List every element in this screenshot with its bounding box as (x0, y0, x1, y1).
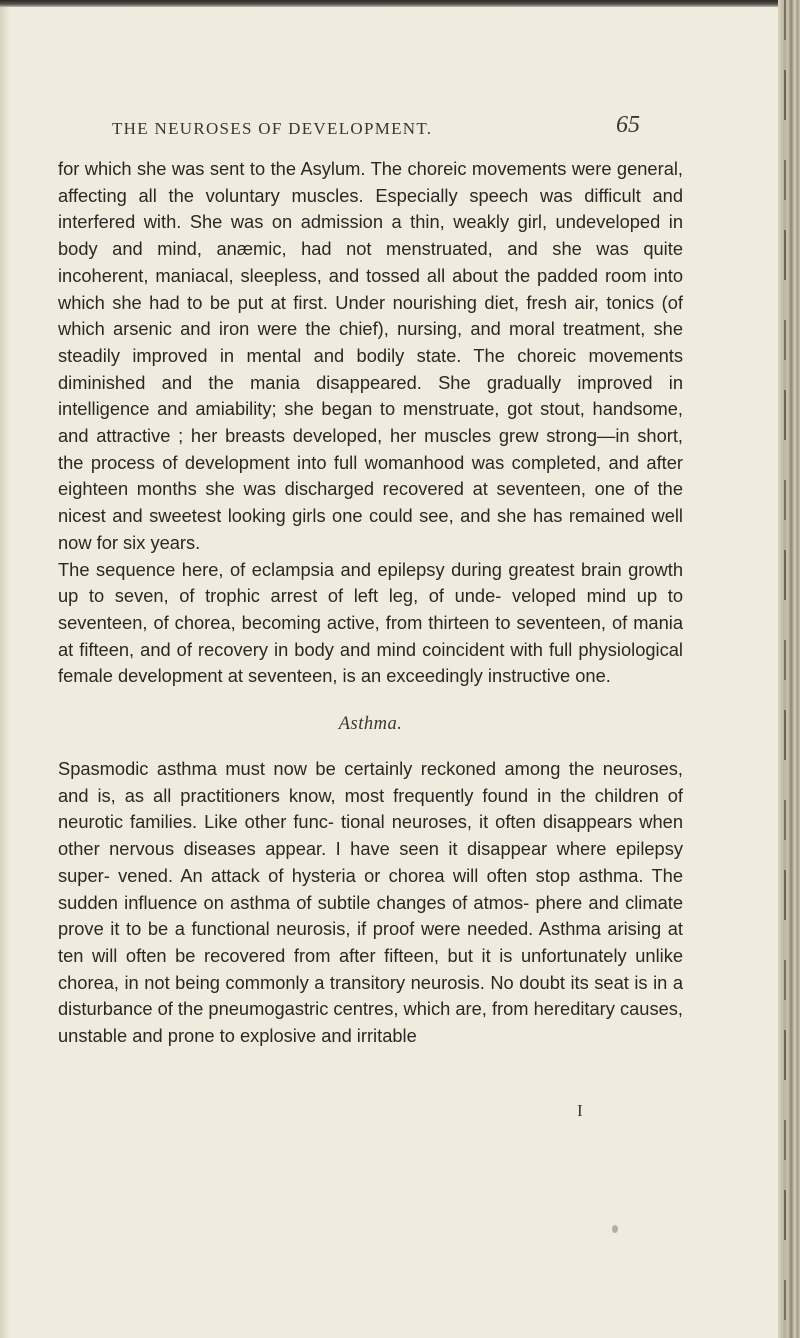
top-edge-rule (0, 0, 790, 7)
page-number: 65 (616, 112, 640, 138)
signature-mark: I (577, 1101, 583, 1120)
ink-spot (612, 1225, 618, 1233)
body-text (58, 156, 683, 1050)
paragraph-asthma: Spasmodic asthma must now be certainly reckoned among the neuroses, and is, as all practitioners know, most frequently found in the children of neurotic families. Like other func- tional neuroses, it often disappears when other nervous diseases appear. I have seen it disappear where epilepsy super- vened. An attack of hysteria or chorea will often stop asthma. The sudden influence on asthma of subtile changes of atmos- phere and climate prove it to be a functional neurosis, if proof were needed. Asthma arising at ten will often be recovered from after fifteen, but it is unfortunately unlike chorea, in not being commonly a transitory neurosis. No doubt its seat is in a disturbance of the pneumogastric centres, which are, from hereditary causes, unstable and prone to explosive and irritable (58, 758, 683, 1047)
paragraph-case-history: for which she was sent to the Asylum. The choreic movements were general, affecting all the voluntary muscles. Especially speech was difficult and interfered with. She was on admission a thin, weakly girl, undeveloped in body and mind, anæmic, had not menstruated, and she was quite incoherent, maniacal, sleepless, and tossed all about the padded room into which she had to be put at first. Under nourishing diet, fresh air, tonics (of which arsenic and iron were the chief), nursing, and moral treatment, she steadily improved in mental and bodily state. The choreic movements diminished and the mania disappeared. She gradually improved in intelligence and amiability; she began to menstruate, got stout, handsome, and attractive ; her breasts developed, her muscles grew strong—in short, the process of development into full womanhood was completed, and after eighteen months she was discharged recovered at seventeen, one of the nicest and sweetest looking girls one could see, and she has remained well now for six years. (58, 158, 683, 553)
page-edge-binding (778, 0, 800, 1338)
running-head: THE NEUROSES OF DEVELOPMENT. (112, 119, 433, 138)
page-gutter-shadow (0, 0, 10, 1338)
section-heading-asthma: Asthma. (338, 714, 403, 735)
paragraph-sequence-summary: The sequence here, of eclampsia and epilepsy during greatest brain growth up to seven, of trophic arrest of left leg, of unde- veloped mind up to seventeen, of chorea, becoming active, from thirteen to seventeen, of mania at fifteen, and of recovery in body and mind coincident with full physiological female development at seventeen, is an exceedingly instructive one. (58, 558, 683, 687)
